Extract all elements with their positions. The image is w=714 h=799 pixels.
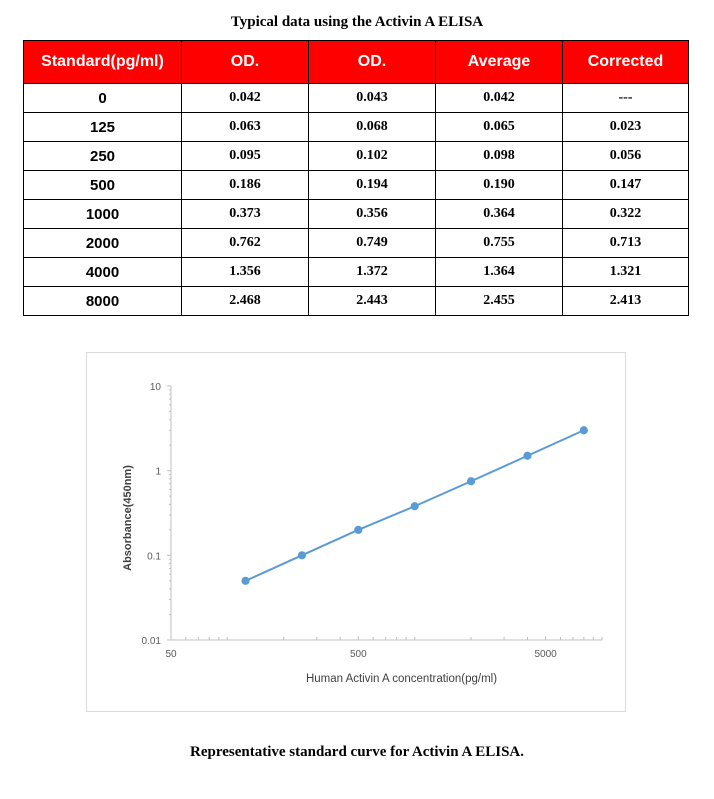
- cell-average: 0.755: [436, 229, 563, 258]
- cell-standard: 8000: [24, 287, 182, 316]
- x-axis-title: Human Activin A concentration(pg/ml): [305, 673, 498, 685]
- x-tick-label: 5000: [534, 649, 557, 660]
- cell-corrected: 0.713: [563, 229, 689, 258]
- data-table: [23, 40, 689, 316]
- cell-od-2: 2.443: [309, 287, 436, 316]
- cell-od-1: 2.468: [182, 287, 309, 316]
- cell-od-1: 1.356: [182, 258, 309, 287]
- y-tick-label: 0.1: [147, 551, 161, 563]
- figure-caption: Representative standard curve for Activin A ELISA.: [189, 744, 525, 760]
- cell-corrected: 1.321: [563, 258, 689, 287]
- cell-corrected: 0.322: [563, 200, 689, 229]
- data-point: [467, 478, 474, 485]
- y-tick-label: 0.01: [141, 636, 161, 647]
- data-point: [580, 427, 587, 434]
- header-standard: Standard(pg/ml): [24, 41, 182, 84]
- cell-od-2: 0.749: [309, 229, 436, 258]
- cell-od-2: 0.043: [309, 84, 436, 113]
- cell-od-2: 0.102: [309, 142, 436, 171]
- data-point: [411, 503, 418, 510]
- standard-curve-chart: [87, 353, 625, 711]
- data-point: [242, 577, 249, 584]
- table-row: [24, 113, 689, 142]
- x-tick-label: 500: [349, 649, 367, 660]
- table-row: [24, 171, 689, 200]
- table-row: [24, 229, 689, 258]
- cell-od-1: 0.063: [182, 113, 309, 142]
- cell-average: 0.364: [436, 200, 563, 229]
- cell-standard: 2000: [24, 229, 182, 258]
- cell-od-1: 0.186: [182, 171, 309, 200]
- y-tick-label: 10: [149, 382, 161, 393]
- table-row: [24, 287, 689, 316]
- table-header-row: [24, 41, 689, 84]
- cell-average: 0.065: [436, 113, 563, 142]
- cell-average: 2.455: [436, 287, 563, 316]
- cell-od-2: 1.372: [309, 258, 436, 287]
- cell-standard: 500: [24, 171, 182, 200]
- header-average: Average: [436, 41, 563, 84]
- header-od-1: OD.: [182, 41, 309, 84]
- header-od-2: OD.: [309, 41, 436, 84]
- cell-od-1: 0.042: [182, 84, 309, 113]
- table-row: [24, 200, 689, 229]
- cell-standard: 250: [24, 142, 182, 171]
- cell-corrected: 2.413: [563, 287, 689, 316]
- cell-od-1: 0.762: [182, 229, 309, 258]
- cell-average: 0.190: [436, 171, 563, 200]
- cell-od-1: 0.373: [182, 200, 309, 229]
- cell-corrected: ---: [563, 84, 689, 113]
- cell-od-2: 0.356: [309, 200, 436, 229]
- cell-corrected: 0.023: [563, 113, 689, 142]
- y-axis-title: Absorbance(450nm): [122, 465, 134, 571]
- cell-corrected: 0.147: [563, 171, 689, 200]
- data-point: [524, 452, 531, 459]
- y-tick-label: 1: [155, 466, 161, 478]
- data-point: [298, 552, 305, 559]
- header-corrected: Corrected: [563, 41, 689, 84]
- cell-standard: 1000: [24, 200, 182, 229]
- cell-standard: 125: [24, 113, 182, 142]
- cell-standard: 4000: [24, 258, 182, 287]
- cell-average: 0.042: [436, 84, 563, 113]
- table-row: [24, 84, 689, 113]
- cell-average: 1.364: [436, 258, 563, 287]
- cell-od-1: 0.095: [182, 142, 309, 171]
- table-title: Typical data using the Activin A ELISA: [230, 14, 484, 30]
- cell-od-2: 0.068: [309, 113, 436, 142]
- table-row: [24, 142, 689, 171]
- x-tick-label: 50: [165, 649, 177, 660]
- table-row: [24, 258, 689, 287]
- cell-standard: 0: [24, 84, 182, 113]
- chart-frame: [86, 352, 626, 712]
- cell-corrected: 0.056: [563, 142, 689, 171]
- data-point: [355, 526, 362, 533]
- cell-od-2: 0.194: [309, 171, 436, 200]
- cell-average: 0.098: [436, 142, 563, 171]
